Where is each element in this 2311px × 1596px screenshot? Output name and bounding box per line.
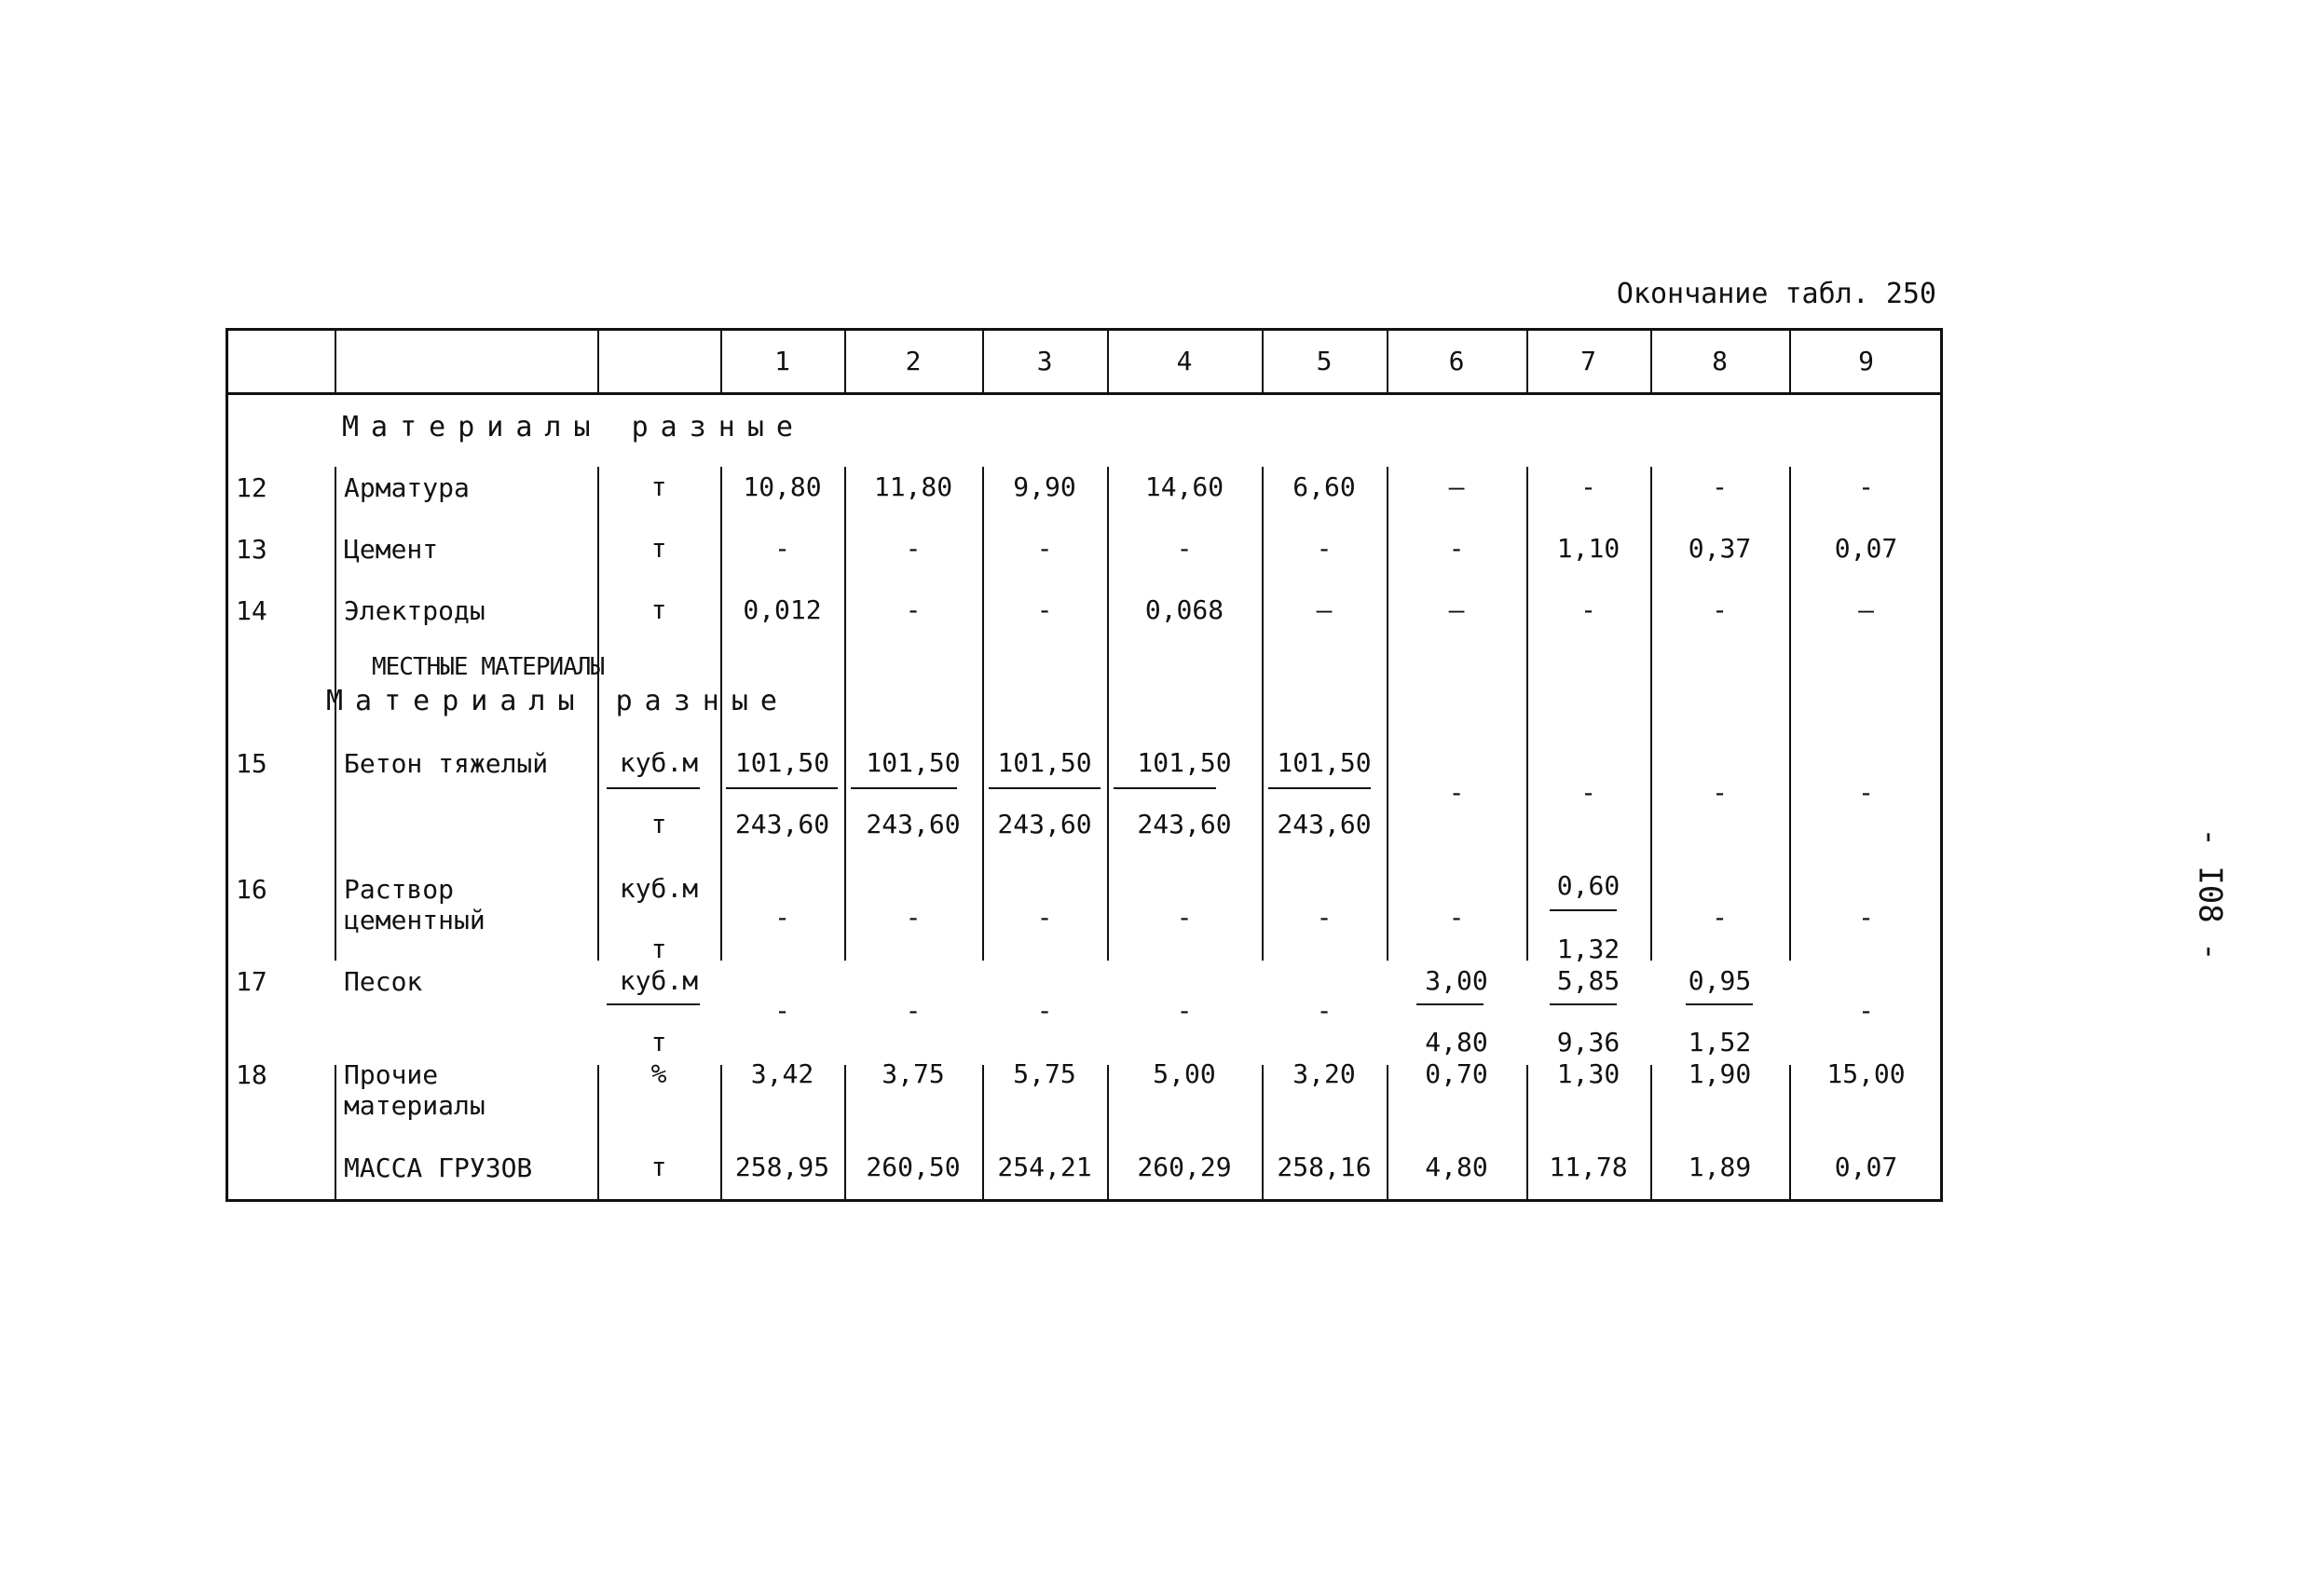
col-divider: [335, 331, 336, 392]
total-cell: 11,78: [1549, 1152, 1628, 1182]
row-number: 13: [236, 534, 267, 565]
total-cell: 260,29: [1137, 1152, 1232, 1182]
value-cell: 0,012: [743, 594, 822, 625]
fraction-line: [851, 787, 957, 789]
value-cell: -: [1036, 533, 1053, 564]
col-divider: [335, 1065, 336, 1202]
material-name: Бетон тяжелый: [344, 748, 549, 779]
row-number: 16: [236, 874, 267, 905]
value-cell: -: [774, 533, 790, 564]
value-cell: -: [1036, 902, 1053, 933]
value-cell: -: [1858, 471, 1874, 502]
header-col-7: 7: [1580, 346, 1596, 376]
unit: т: [650, 934, 667, 964]
value-cell: -: [1712, 902, 1728, 933]
total-cell: 254,21: [997, 1152, 1092, 1182]
materials-table: [226, 328, 1943, 1202]
value-cell: -: [1448, 902, 1465, 933]
value-cell: 3,42: [750, 1058, 814, 1089]
value-cell: -: [1036, 594, 1053, 625]
value-cell: -: [905, 533, 922, 564]
total-cell: 260,50: [866, 1152, 961, 1182]
value-cell: -: [1036, 995, 1053, 1026]
value-cell: 6,60: [1292, 471, 1356, 502]
fraction-line: [607, 1003, 700, 1005]
value-cell: 1,90: [1688, 1058, 1752, 1089]
value-cell: -: [1580, 594, 1596, 625]
value-cell: –: [1858, 594, 1874, 625]
value-cell: -: [1316, 533, 1333, 564]
value-cell: -: [1580, 471, 1596, 502]
row-number: 17: [236, 966, 267, 997]
header-col-6: 6: [1448, 346, 1465, 376]
header-col-8: 8: [1712, 346, 1728, 376]
header-col-3: 3: [1036, 346, 1053, 376]
material-name: Электроды: [344, 595, 485, 626]
value-cell: 0,60: [1556, 870, 1620, 901]
row-number: 14: [236, 595, 267, 626]
value-cell: 0,068: [1144, 594, 1224, 625]
value-cell: 3,75: [882, 1058, 945, 1089]
header-col-4: 4: [1176, 346, 1193, 376]
material-name: Цемент: [344, 534, 439, 565]
value-cell: -: [1858, 777, 1874, 808]
value-cell: -: [1712, 594, 1728, 625]
total-cell: 4,80: [1425, 1152, 1488, 1182]
value-cell: 1,32: [1556, 934, 1620, 964]
row-number: 18: [236, 1059, 267, 1090]
value-cell: 101,50: [734, 747, 830, 778]
value-cell: -: [774, 902, 790, 933]
fraction-line: [989, 787, 1101, 789]
row-number: 15: [236, 748, 267, 779]
value-cell: -: [1712, 777, 1728, 808]
unit: т: [650, 809, 667, 839]
fraction-line: [607, 787, 700, 789]
value-cell: -: [905, 594, 922, 625]
unit: куб.м: [619, 965, 699, 996]
header-col-2: 2: [905, 346, 922, 376]
value-cell: -: [1448, 777, 1465, 808]
material-name: Раствор: [344, 874, 455, 905]
value-cell: 243,60: [866, 809, 961, 839]
section-title: Материалы разные: [326, 685, 789, 717]
value-cell: -: [1858, 995, 1874, 1026]
value-cell: -: [1448, 533, 1465, 564]
row-number: 12: [236, 472, 267, 503]
value-cell: 10,80: [743, 471, 822, 502]
value-cell: 243,60: [1137, 809, 1232, 839]
value-cell: 14,60: [1144, 471, 1224, 502]
unit: т: [650, 1027, 667, 1057]
value-cell: 0,95: [1688, 965, 1752, 996]
value-cell: 0,37: [1688, 533, 1752, 564]
value-cell: 101,50: [997, 747, 1092, 778]
value-cell: 5,75: [1013, 1058, 1076, 1089]
value-cell: 9,90: [1013, 471, 1076, 502]
fraction-line: [726, 787, 838, 789]
material-name: Арматура: [344, 472, 470, 503]
value-cell: 0,07: [1834, 533, 1898, 564]
value-cell: 3,20: [1292, 1058, 1356, 1089]
total-cell: 258,16: [1277, 1152, 1372, 1182]
value-cell: 1,52: [1688, 1027, 1752, 1057]
header-col-1: 1: [774, 346, 790, 376]
value-cell: 243,60: [734, 809, 830, 839]
value-cell: 1,30: [1556, 1058, 1620, 1089]
fraction-line: [1686, 1003, 1753, 1005]
value-cell: 5,85: [1556, 965, 1620, 996]
total-cell: 1,89: [1688, 1152, 1752, 1182]
value-cell: 11,80: [873, 471, 953, 502]
section-subtitle: МЕСТНЫЕ МАТЕРИАЛЫ: [372, 653, 605, 681]
material-name: Песок: [344, 966, 423, 997]
header-divider: [228, 392, 1940, 395]
value-cell: 4,80: [1425, 1027, 1488, 1057]
unit: т: [650, 533, 667, 564]
value-cell: 243,60: [1277, 809, 1372, 839]
unit: куб.м: [619, 873, 699, 904]
total-cell: 0,07: [1834, 1152, 1898, 1182]
value-cell: -: [1316, 902, 1333, 933]
value-cell: -: [1712, 471, 1728, 502]
value-cell: -: [774, 995, 790, 1026]
value-cell: 101,50: [1137, 747, 1232, 778]
fraction-line: [1114, 787, 1216, 789]
value-cell: -: [905, 995, 922, 1026]
fraction-line: [1416, 1003, 1484, 1005]
value-cell: -: [1176, 533, 1193, 564]
col-divider: [597, 331, 599, 392]
fraction-line: [1268, 787, 1371, 789]
header-col-5: 5: [1316, 346, 1333, 376]
unit: куб.м: [619, 747, 699, 778]
value-cell: 101,50: [1277, 747, 1372, 778]
value-cell: -: [905, 902, 922, 933]
value-cell: 3,00: [1425, 965, 1488, 996]
table-caption: Окончание табл. 250: [1616, 278, 1936, 310]
value-cell: –: [1316, 594, 1333, 625]
material-name-cont: материалы: [344, 1090, 485, 1121]
material-name: Прочие: [344, 1059, 439, 1090]
value-cell: –: [1448, 594, 1465, 625]
value-cell: 243,60: [997, 809, 1092, 839]
total-label: МАССА ГРУЗОВ: [344, 1153, 533, 1183]
section-title: Материалы разные: [342, 411, 805, 443]
material-name-cont: цементный: [344, 905, 485, 935]
unit: %: [650, 1058, 667, 1089]
value-cell: 101,50: [866, 747, 961, 778]
unit: т: [650, 1152, 667, 1182]
value-cell: –: [1448, 471, 1465, 502]
unit: т: [650, 471, 667, 502]
value-cell: 0,70: [1425, 1058, 1488, 1089]
value-cell: -: [1858, 902, 1874, 933]
fraction-line: [1550, 1003, 1617, 1005]
value-cell: 15,00: [1826, 1058, 1906, 1089]
value-cell: -: [1580, 777, 1596, 808]
value-cell: 1,10: [1556, 533, 1620, 564]
value-cell: 5,00: [1153, 1058, 1216, 1089]
total-cell: 258,95: [734, 1152, 830, 1182]
unit: т: [650, 594, 667, 625]
page-number: - I08 -: [2191, 827, 2229, 962]
value-cell: -: [1176, 902, 1193, 933]
value-cell: -: [1316, 995, 1333, 1026]
value-cell: 9,36: [1556, 1027, 1620, 1057]
fraction-line: [1550, 909, 1617, 911]
header-col-9: 9: [1858, 346, 1874, 376]
value-cell: -: [1176, 995, 1193, 1026]
